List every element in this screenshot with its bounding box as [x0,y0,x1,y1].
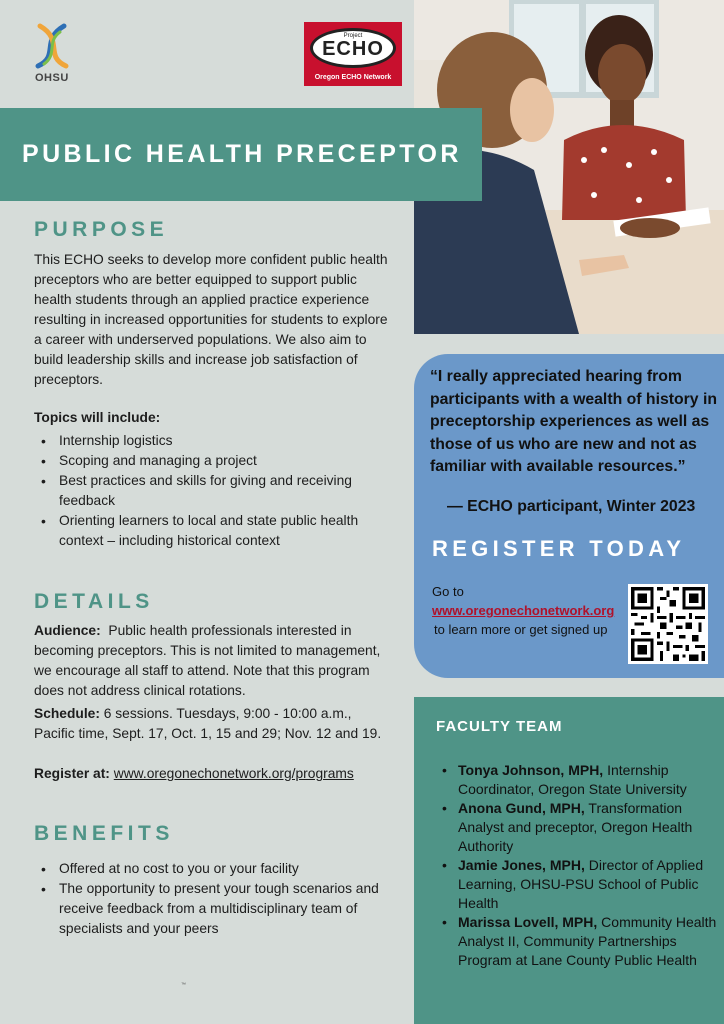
list-item: • Offered at no cost to you or your facility [34,859,390,879]
register-link[interactable]: www.oregonechonetwork.org [432,603,615,618]
audience-text: Public health professionals interested in becoming preceptors. This is not limited to management, we encourage all staff to attend. Note that this program does not address clinical rotations. [34,623,381,698]
programs-link[interactable]: www.oregonechonetwork.org/programs [113,766,354,781]
list-item: • Orienting learners to local and state public health context – including historical context [34,511,390,551]
schedule-text: 6 sessions. Tuesdays, 9:00 - 10:00 a.m., Pacific time, Sept. 17, Oct. 1, 15 and 29; Nov. 12 and 19. [34,706,382,741]
participant-quote: “I really appreciated hearing from participants with a wealth of history in preceptorship experiences as well as those of us who are new and not as familiar with available resources.” [430,368,718,475]
register-heading: REGISTER TODAY [432,536,686,561]
list-item [438,761,718,799]
faculty-name: Anona Gund, MPH, [458,800,585,816]
trademark-mark: ™ [181,982,186,988]
topics-label: Topics will include: [34,410,161,425]
register-at-label: Register at: [34,766,110,781]
list-item: • Internship logistics [34,431,390,451]
echo-network-label: Oregon ECHO Network [314,74,392,81]
audience-paragraph [34,621,390,701]
faculty-name: Jamie Jones, MPH, [458,857,585,873]
audience-label: Audience: [34,623,101,638]
purpose-paragraph: This ECHO seeks to develop more confident public health preceptors who are better equipped to support public health students through an applied practice experience resulting in increased opportunities for students to explore a career with underserved populations. We also aim to build leadership skills and increase job satisfaction of preceptors. [34,252,388,387]
echo-project-label: Project [343,33,363,39]
schedule-paragraph [34,704,390,744]
quote-attribution: — ECHO participant, Winter 2023 [447,498,696,515]
register-instructions [432,582,614,639]
title-banner [0,108,482,201]
topics-list [34,431,390,551]
qr-code-icon[interactable] [628,584,708,664]
list-item: • Scoping and managing a project [34,451,390,471]
faculty-name: Marissa Lovell, MPH, [458,914,598,930]
faculty-heading: FACULTY TEAM [436,718,563,735]
list-item [438,913,718,970]
faculty-role: Director of Applied Learning, OHSU-PSU School of Public Health [458,857,704,911]
faculty-role: Transformation Analyst and preceptor, Oregon Health Authority [458,800,693,854]
list-item [438,856,718,913]
register-subtext: to learn more or get signed up [434,622,608,637]
ohsu-helix-icon [30,18,76,70]
register-at-paragraph [34,764,390,784]
ohsu-logo-text: OHSU [35,72,69,84]
faculty-name: Tonya Johnson, MPH, [458,762,604,778]
echo-logo [304,22,402,86]
faculty-role: Community Health Analyst II, Community Partnerships Program at Lane County Public Health [458,914,717,968]
list-item: • Best practices and skills for giving and receiving feedback [34,471,390,511]
benefits-heading: BENEFITS [34,822,174,845]
details-heading: DETAILS [34,590,154,613]
purpose-heading: PURPOSE [34,218,169,241]
goto-label: Go to [432,584,464,599]
list-item [438,799,718,856]
list-item: • The opportunity to present your tough scenarios and receive feedback from a multidisciplinary team of specialists and your peers [34,879,390,939]
schedule-label: Schedule: [34,706,100,721]
page-title: PUBLIC HEALTH PRECEPTOR [22,140,462,168]
echo-wordmark: ECHO [322,38,384,60]
faculty-list [438,761,718,970]
faculty-role: Internship Coordinator, Oregon State University [458,762,687,797]
benefits-list [34,859,390,939]
